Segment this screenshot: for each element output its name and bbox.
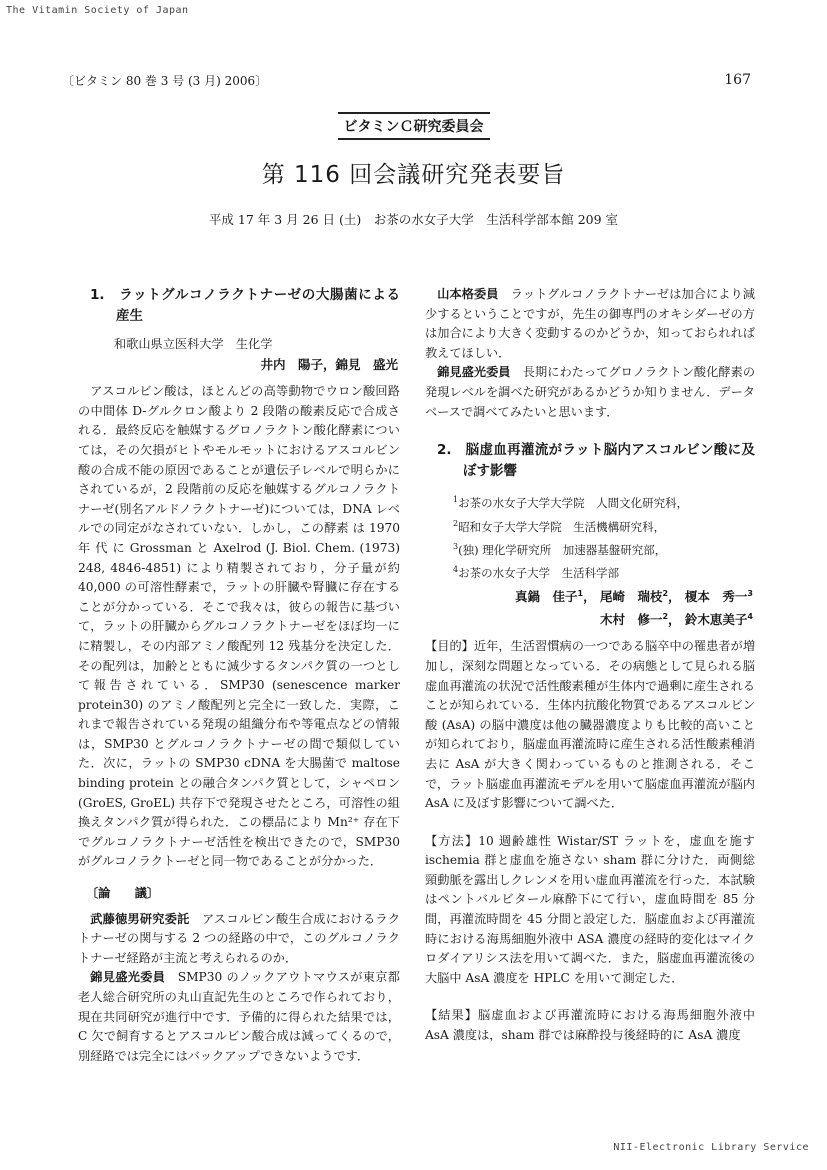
article1-authors: 井内 陽子，錦見 盛光 xyxy=(260,356,398,372)
article2-title: 2. 脳虚血再灌流がラット脳内アスコルビン酸に及ぼす影響 xyxy=(437,442,755,480)
section-banner-label: ビタミンＣ研究委員会 xyxy=(338,112,490,140)
discussion-item xyxy=(78,968,400,1066)
watermark-top: The Vitamin Society of Japan xyxy=(6,5,189,16)
method-label: 【方法】 xyxy=(425,833,479,848)
result-paragraph: 【結果】脳虚血および再灌流時における海馬細胞外液中 AsA 濃度は，sham 群では麻酔投与後経時的に AsA 濃度 xyxy=(425,1008,755,1043)
article2-authors-line1: 真鍋 佳子$^1$， 尾崎 瑞枝$^2$， 榎本 秀一$^3$ xyxy=(515,588,753,604)
discussion-item xyxy=(425,363,755,422)
affiliation-item: $^1$お茶の水女子大学大学院 人間文化研究科， xyxy=(453,495,689,510)
discussion-item xyxy=(78,910,400,969)
discussion-text: アスコルビン酸生合成におけるラクトナーゼの関与する 2 つの経路の中で，このグルコノラクトナーゼ経路が主流と考えられるのか． xyxy=(78,911,401,965)
page-title: 第 116 回会議研究発表要旨 xyxy=(261,162,566,188)
section-banner xyxy=(0,112,827,140)
article2-authors-line2: 木村 修一$^2$， 鈴木恵美子$^4$ xyxy=(599,611,753,627)
discussion-heading: 〔論 議〕 xyxy=(86,886,160,901)
affiliation-item: $^3$(独) 理化学研究所 加速器基盤研究部， xyxy=(453,542,667,557)
purpose-label: 【目的】 xyxy=(425,639,474,654)
article2-affiliations xyxy=(453,490,755,584)
discussion-text: 長期にわたってグロノラクトン酸化酵素の発現レベルを調べた研究があるかどうか知りません．データベースで調べてみたいと思います． xyxy=(425,365,756,419)
article1-affiliation: 和歌山県立医科大学 生化学 xyxy=(114,337,273,351)
discussant-name: 武藤徳男研究委託 xyxy=(90,911,190,926)
purpose-paragraph: 【目的】近年，生活習慣病の一つである脳卒中の罹患者が増加し，深刻な問題となっている．その病態として見られる脳虚血再灌流の状況で活性酸素種が生体内で過剰に産生されることが知られている．生体内抗酸化物質であるアスコルビン酸 (AsA) の脳中濃度は他の臓器濃度よりも比較的高いことが知られており，脳虚血再灌流時に産生される活性酸素種消去に AsA が大きく関わっているものと推測される．そこで，ラット脳虚血再灌流モデルを用いて脳虚血再灌流が脳内 AsA に及ぼす影響について調べた． xyxy=(425,639,756,811)
watermark-bottom: NII-Electronic Library Service xyxy=(613,1142,809,1153)
method-paragraph: 【方法】10 週齢雄性 Wistar/ST ラットを，虚血を施す ischemia 群と虚血を施さない sham 群に分けた．両側総頸動脈を露出しクレンメを用い虚血再灌流を行った．本試験はペントバルビタール麻酔下にて行い，虚血時間を 85 分間，再灌流時間を 45 分間と設定した．脳虚血および再灌流時における海馬細胞外液中 ASA 濃度の経時的変化はマイクロダイアリシス法を用いて調べた．また，脳虚血再灌流後の大脳中 AsA 濃度を HPLC を用いて測定した． xyxy=(425,833,755,985)
discussant-name: 錦見盛光委員 xyxy=(90,970,166,985)
article1-title: 1. ラットグルコノラクトナーゼの大腸菌による産生 xyxy=(90,287,400,324)
affiliation-item: $^2$昭和女子大学大学院 生活機構研究科， xyxy=(453,518,666,534)
discussant-name: 山本格委員 xyxy=(437,287,499,301)
left-column xyxy=(78,285,400,1066)
affiliation-item: $^4$お茶の水女子大学 生活科学部 xyxy=(453,565,620,581)
discussant-name: 錦見盛光委員 xyxy=(437,365,511,380)
page-number: 167 xyxy=(724,72,751,88)
running-head: 〔ビタミン 80 巻 3 号 (3 月) 2006〕 xyxy=(62,74,268,88)
discussion-text: ラットグルコノラクトナーゼは加合により減少するということですが，先生の御専門のオキシダーゼの方は加合により大きく変動するのかどうか，知っておられれば教えてほしい． xyxy=(425,287,755,360)
article1-body: アスコルビン酸は，ほとんどの高等動物でウロン酸回路の中間体 D-グルクロン酸より 2 段階の酸素反応で合成される．最終反応を触媒するグロノラクトン酸化酵素については，その欠損がヒトやモルモットにおけるアスコルビン酸の合成不能の原因であることが遺伝子レベルで明らかにされているが，2 段階前の反応を触媒するグルコノラクトナーゼ(別名アルドノラクトナーゼ)については，DNA レベルでの同定がなされていない．しかし，この酵素 は 1970 年 代 に Grossman と Axelrod (J. Biol. Chem. (1973) 248, 4846-4851) により精製されており，分子量が約 40,000 の可溶性酵素で，ラットの肝臓や腎臓に存在することが分かっている．そこで我々は，彼らの報告に基づいて，ラットの肝臓からグルコノラクトナーゼをほぼ均一にに精製し，その内部アミノ酸配列 12 残基分を決定した．その配列は，加齢とともに減少するタンパク質の一つとして報告されている．SMP30 (senescence marker protein30) のアミノ酸配列と完全に一致した．実際，これまで報告されている発現の組織分布や等電点などの情報は，SMP30 とグルコノラクトナーゼの間で類似していた．次に，ラットの SMP30 cDNA を大腸菌で maltose binding protein との融合タンパク質として，シャペロン (GroES, GroEL) 共存下で発現させたところ，可溶性の組換えタンパク質が得られた．この標品により Mn²⁺ 存在下でグルコノラクトナーゼ活性を検出できたので，SMP30 がグルコノラクトーゼと同一物であることが分かった． xyxy=(78,384,400,869)
right-column xyxy=(425,285,755,1046)
discussion-text: SMP30 のノックアウトマウスが東京都老人総合研究所の丸山直記先生のところで作られており，現在共同研究が進行中です．予備的に得られた結果では，C 欠で飼育するとアスコルビン酸合成は減ってくるので，別経路では完全にはバックアップできないようです． xyxy=(78,970,400,1063)
discussion-item xyxy=(425,285,755,363)
meeting-info: 平成 17 年 3 月 26 日 (土) お茶の水女子大学 生活科学部本館 209 室 xyxy=(208,212,619,227)
result-label: 【結果】 xyxy=(425,1008,478,1023)
